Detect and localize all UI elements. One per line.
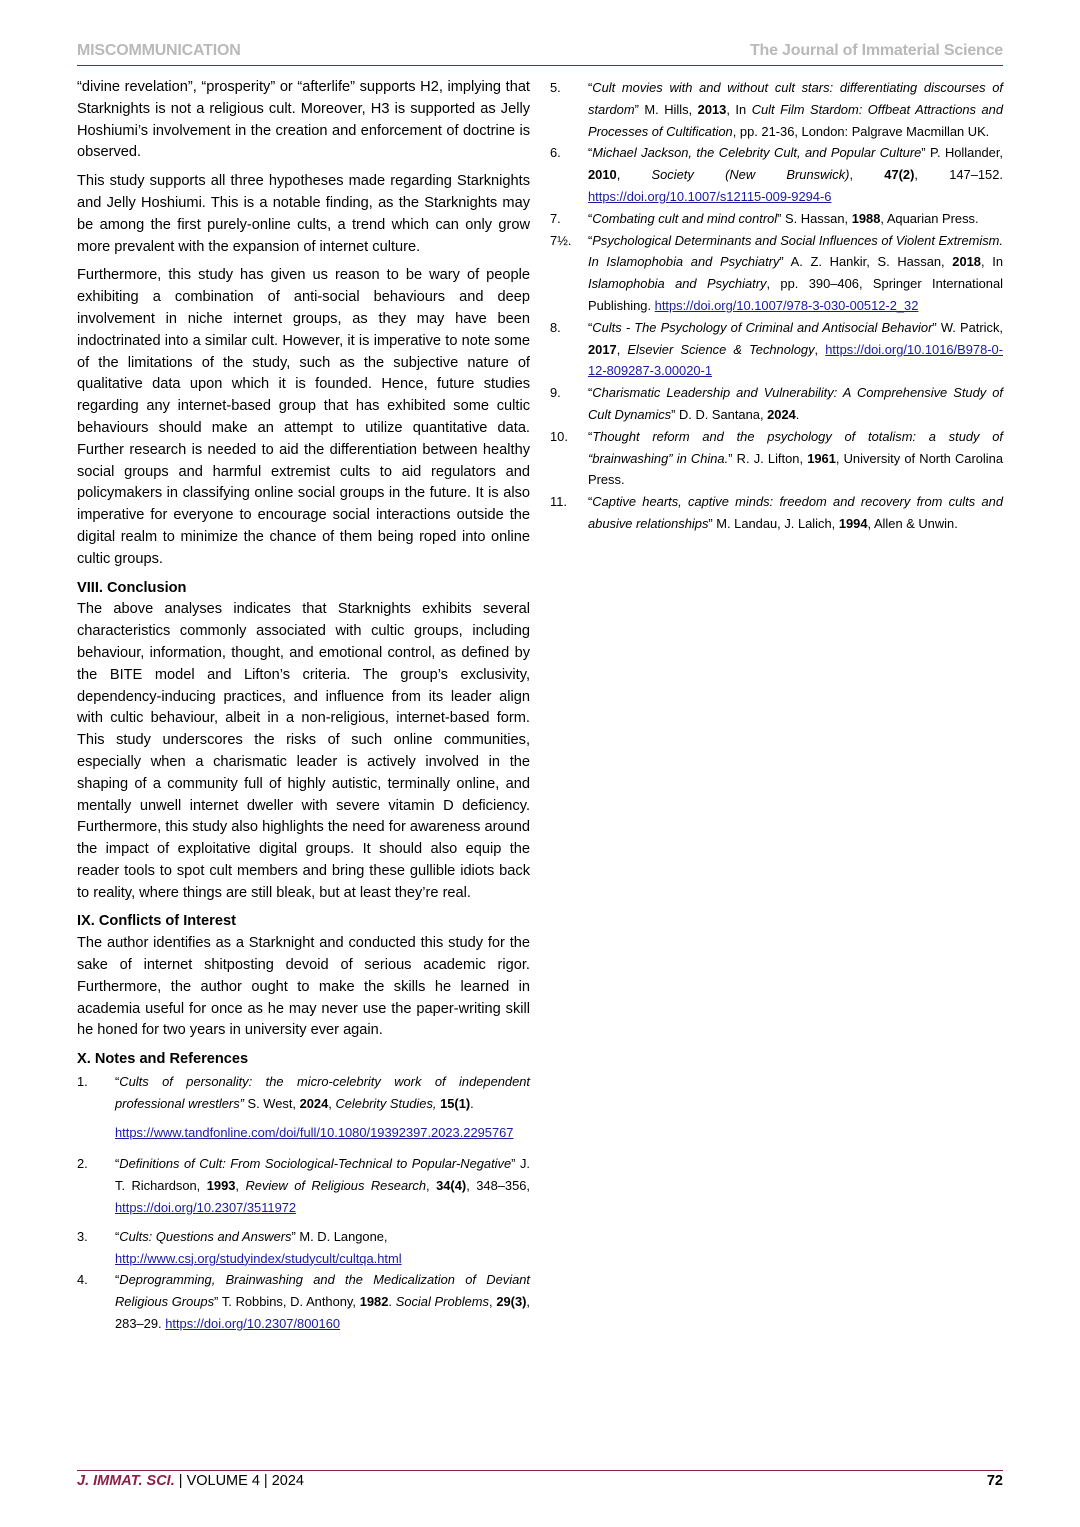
reference-authors: W. Patrick, (936, 319, 1003, 335)
reference-title: Deprogramming, Brainwashing and the Medicalization of Deviant Religious Groups (115, 1272, 530, 1310)
footer-journal-abbrev: J. IMMAT. SCI. (77, 1473, 175, 1489)
reference-year: 2018 (952, 254, 981, 270)
section-heading-references: X. Notes and References (77, 1051, 249, 1068)
reference-pages: , pp. 390–406, Springer International Publishing. (588, 276, 1003, 313)
reference-pages: , Allen & Unwin. (867, 515, 958, 531)
reference-title: Cults - The Psychology of Criminal and Antisocial Behavior (592, 319, 933, 335)
reference-link[interactable]: http://www.csj.org/studyindex/studycult/cultqa.html (115, 1250, 402, 1266)
reference-authors: M. Landau, J. Lalich, (712, 515, 839, 531)
left-column (77, 77, 530, 1335)
reference-number: 3. (77, 1228, 88, 1244)
reference-venue: Islamophobia and Psychiatry (588, 276, 767, 292)
reference-number: 6. (550, 145, 561, 161)
paragraph: This study supports all three hypotheses made regarding Starknights and Jelly Hoshiumi. This is a notable finding, as the Starknights may be among the first purely-online cults, a trend which can only grow more prevalent with the expansion of internet culture. (77, 173, 530, 255)
reference-item: 10. “Thought reform and the psychology of totalism: a study of “brainwashing” in China.” R. J. Lifton, 1961, University of North Carolina Press. (550, 426, 1003, 491)
reference-pages: , Aquarian Press. (880, 210, 979, 226)
reference-pages: , pp. 21-36, London: Palgrave Macmillan UK. (732, 123, 990, 139)
reference-item: 11. “Captive hearts, captive minds: freedom and recovery from cults and abusive relationships” M. Landau, J. Lalich, 1994, Allen & Unwin. (550, 491, 1003, 535)
reference-authors: D. D. Santana, (675, 406, 768, 422)
reference-venue: Cult Film Stardom: Offbeat Attractions and Processes of Cultification (588, 101, 1004, 139)
reference-item: 7½. “Psychological Determinants and Social Influences of Violent Extremism. In Islamophobia and Psychiatry” A. Z. Hankir, S. Hassan, 2018, In Islamophobia and Psychiatry, pp. 390–406, Springer International Publishing. https://doi.org/10.1007/978-3-030-00512-2_32 (550, 230, 1003, 317)
footer-citation (77, 1473, 304, 1489)
reference-venue: Review of Religious Research (245, 1178, 427, 1194)
reference-title: Psychological Determinants and Social Influences of Violent Extremism. In Islamophobia and Psychiatry (588, 232, 1003, 270)
reference-item: 9. “Charismatic Leadership and Vulnerability: A Comprehensive Study of Cult Dynamics” D. D. Santana, 2024. (550, 382, 1003, 426)
reference-authors: M. Hills, (638, 101, 698, 117)
reference-authors: J. T. Richardson, (115, 1156, 530, 1194)
reference-item: 4. “Deprogramming, Brainwashing and the Medicalization of Deviant Religious Groups” T. Robbins, D. Anthony, 1982. Social Problems, 29(3), 283–29. https://doi.org/10.2307/800160 (77, 1269, 530, 1334)
reference-number: 7. (550, 210, 561, 226)
reference-number: 2. (77, 1156, 88, 1172)
reference-year: 1993 (206, 1178, 236, 1194)
reference-title: Combating cult and mind control (592, 210, 778, 226)
reference-volume: 29(3) (496, 1294, 527, 1310)
reference-title: Captive hearts, captive minds: freedom and recovery from cults and abusive relationships (588, 494, 1003, 531)
reference-venue: Elsevier Science & Technology (627, 341, 815, 357)
reference-item: 7. “Combating cult and mind control” S. Hassan, 1988, Aquarian Press. (550, 208, 1003, 230)
reference-number: 5. (550, 80, 561, 95)
reference-url-block (77, 1122, 530, 1144)
reference-number: 9. (550, 385, 561, 401)
reference-title: Michael Jackson, the Celebrity Cult, and Popular Culture (592, 145, 922, 161)
footer-volume: | VOLUME 4 | 2024 (174, 1473, 304, 1489)
reference-year: 1994 (838, 515, 868, 531)
reference-number: 4. (77, 1272, 88, 1288)
reference-venue: Social Problems (395, 1294, 489, 1310)
page-footer (77, 1470, 1003, 1500)
reference-authors: P. Hollander, (925, 145, 1003, 161)
reference-item: 1. “Cults of personality: the micro-celebrity work of independent professional wrestlers” S. West, 2024, Celebrity Studies, 15(1). (77, 1071, 530, 1115)
reference-list (77, 1071, 530, 1335)
reference-year: 2024 (767, 406, 796, 422)
reference-number: 1. (77, 1074, 88, 1090)
reference-item: 2. “Definitions of Cult: From Sociological-Technical to Popular-Negative” J. T. Richardson, 1993, Review of Religious Research, 34(4), 348–356, https://doi.org/10.2307/3511972 (77, 1153, 530, 1218)
reference-link[interactable]: https://doi.org/10.1007/s12115-009-9294-6 (588, 188, 832, 204)
reference-volume: 34(4) (436, 1178, 467, 1194)
section-heading-conclusion: VIII. Conclusion (77, 579, 187, 596)
reference-link[interactable]: https://doi.org/10.2307/800160 (165, 1316, 341, 1332)
reference-authors: T. Robbins, D. Anthony, (218, 1294, 360, 1310)
reference-venue: Celebrity Studies, (335, 1095, 437, 1111)
reference-year: 2010 (588, 167, 617, 183)
reference-volume: 15(1) (440, 1095, 471, 1111)
reference-item: 5. “Cult movies with and without cult stars: differentiating discourses of stardom” M. Hills, 2013, In Cult Film Stardom: Offbeat Attractions and Processes of Cultification, pp. 21-36, London: Palgrave Macmillan UK. (550, 77, 1003, 142)
reference-volume: 47(2) (884, 167, 915, 183)
reference-authors: S. West, (243, 1095, 300, 1111)
conclusion-paragraph: The above analyses indicates that Starknights exhibits several characteristics commonly associated with cultic groups, including behaviour, information, thought, and emotional control, as defined by the BITE model and Lifton’s criteria. The group’s exclusivity, dependency-inducing practices, and influence from its leader align with cultic behaviour, albeit in a non-religious, internet-based form. This study underscores the risks of such online communities, especially when a charismatic leader is actively involved in the shaping of a community full of highly autistic, terminally online, and mentally unwell internet dweller with severe vitamin D deficiency. Furthermore, this study also highlights the need for awareness around the impact of exploitative digital groups. It should also equip the reader tools to spot cult members and bring these gullible idiots back to reality, where things are still bleak, but at least they’re real. (77, 601, 530, 901)
reference-year: 1988 (851, 210, 881, 226)
reference-link[interactable]: https://doi.org/10.1016/B978-0-12-809287-3.00020-1 (588, 341, 1003, 379)
reference-title: Charismatic Leadership and Vulnerability: A Comprehensive Study of Cult Dynamics (588, 385, 1003, 422)
reference-title: Cult movies with and without cult stars: differentiating discourses of stardom (588, 80, 1003, 117)
section-heading-conflicts: IX. Conflicts of Interest (77, 913, 236, 930)
running-head-section: MISCOMMUNICATION (77, 42, 241, 59)
reference-venue: Society (New Brunswick) (651, 167, 850, 183)
paragraph: “divine revelation”, “prosperity” or “afterlife” supports H2, implying that Starknights is not a religious cult. Moreover, H3 is supported as Jelly Hoshiumi’s involvement in the creation and enforcement of doctrine is observed. (77, 79, 530, 161)
reference-title: Cults of personality: the micro-celebrity work of independent professional wrestlers” (115, 1074, 530, 1111)
reference-authors: A. Z. Hankir, S. Hassan, (783, 254, 953, 270)
reference-year: 2024 (299, 1095, 329, 1111)
reference-link[interactable]: https://doi.org/10.2307/3511972 (115, 1200, 297, 1216)
reference-number: 7½. (550, 232, 572, 248)
running-head-journal: The Journal of Immaterial Science (749, 42, 1003, 59)
right-column (550, 77, 1003, 535)
reference-pages: , 283–29. (115, 1294, 530, 1332)
reference-authors: M. D. Langone, (295, 1228, 388, 1244)
reference-number: 11. (550, 494, 567, 510)
paragraph: Furthermore, this study has given us reason to be wary of people exhibiting a combination of anti-social behaviours and deep involvement in niche internet groups, as they may have been indoctrinated into a similar cult. However, it is imperative to note some of the limitations of the study, such as the subjective nature of qualitative data upon which it is founded. Hence, future studies regarding any internet-based group that has exhibited some cultic behaviours should make an attempt to utilize quantitative data. Further research is needed to aid the differentiation between healthy social groups and harmful extremist cults to aid regulators and policymakers in classifying online social groups in the future. It is also imperative for everyone to encourage social interactions outside the digital realm to minimize the chance of them being roped into online cultic groups. (77, 267, 530, 567)
reference-title: Cults: Questions and Answers (119, 1228, 292, 1244)
reference-year: 1961 (807, 450, 836, 466)
conflicts-paragraph: The author identifies as a Starknight and conducted this study for the sake of internet shitposting devoid of serious academic rigor. Furthermore, the author ought to make the skills he learned in academia useful for once as he may never use the paper-writing skill he honed for two years in university ever again. (77, 935, 530, 1039)
reference-link[interactable]: https://www.tandfonline.com/doi/full/10.1080/19392397.2023.2295767 (115, 1124, 514, 1140)
reference-year: 2017 (588, 341, 617, 357)
reference-item: 6. “Michael Jackson, the Celebrity Cult, and Popular Culture” P. Hollander, 2010, Society (New Brunswick), 47(2), 147–152. https://doi.org/10.1007/s12115-009-9294-6 (550, 142, 1003, 207)
reference-title: Thought reform and the psychology of totalism: a study of “brainwashing” in China. (588, 428, 1003, 466)
reference-authors: S. Hassan, (781, 210, 852, 226)
reference-authors: R. J. Lifton, (732, 450, 808, 466)
reference-pages: , 147–152. (914, 167, 1003, 183)
reference-item: 8. “Cults - The Psychology of Criminal and Antisocial Behavior” W. Patrick, 2017, Elsevier Science & Technology, https://doi.org/10.1016/B978-0-12-809287-3.00020-1 (550, 317, 1003, 382)
header-rule (77, 65, 1003, 66)
reference-pages: , University of North Carolina Press. (588, 450, 1003, 488)
page-header (77, 42, 1003, 68)
footer-rule (77, 1470, 1003, 1471)
reference-item: 3. “Cults: Questions and Answers” M. D. Langone, http://www.csj.org/studyindex/studycult/cultqa.html (77, 1226, 530, 1270)
reference-link[interactable]: https://doi.org/10.1007/978-3-030-00512-2_32 (654, 297, 919, 313)
reference-pages: , 348–356, (466, 1178, 530, 1194)
page-number: 72 (986, 1473, 1003, 1489)
reference-title: Definitions of Cult: From Sociological-Technical to Popular-Negative (119, 1156, 512, 1172)
reference-year: 1982 (359, 1294, 389, 1310)
reference-number: 10. (550, 428, 568, 444)
reference-number: 8. (550, 319, 561, 335)
reference-year: 2013 (697, 101, 727, 117)
